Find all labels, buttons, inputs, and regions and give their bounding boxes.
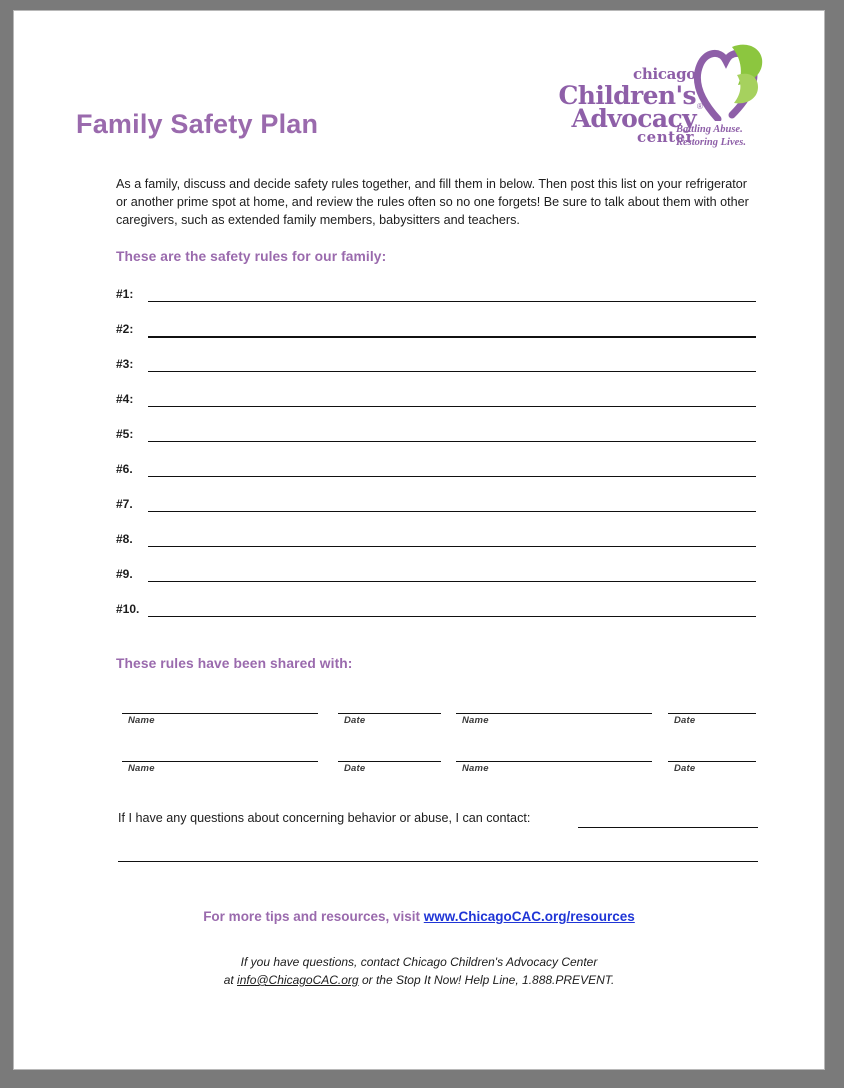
contact-prompt: If I have any questions about concerning behavior or abuse, I can contact: — [118, 811, 531, 825]
shared-date-label: Date — [344, 715, 366, 726]
rule-input-line[interactable] — [148, 581, 756, 582]
rule-number: #2: — [116, 322, 134, 336]
shared-name-field[interactable] — [456, 747, 652, 762]
document-body — [14, 11, 824, 1069]
rule-number: #9. — [116, 567, 133, 581]
shared-date-label: Date — [674, 715, 696, 726]
fineprint-suffix: or the Stop It Now! Help Line, 1.888.PREVENT. — [358, 973, 615, 987]
butterfly-heart-icon — [688, 41, 764, 121]
rule-number: #6. — [116, 462, 133, 476]
rule-number: #5: — [116, 427, 134, 441]
rules-list — [116, 281, 756, 631]
contact-section — [118, 811, 758, 825]
logo-registered-mark: ® — [697, 102, 703, 111]
shared-row — [122, 699, 756, 747]
rule-input-line[interactable] — [148, 336, 756, 338]
rule-number: #1: — [116, 287, 134, 301]
logo-line-center: center — [637, 128, 694, 146]
shared-heading: These rules have been shared with: — [116, 656, 353, 671]
shared-date-field[interactable] — [668, 699, 756, 714]
rule-input-line[interactable] — [148, 441, 756, 442]
shared-name-field[interactable] — [456, 699, 652, 714]
contact-input-line[interactable] — [578, 827, 758, 828]
logo-line-chicago: chicago — [633, 65, 696, 83]
rule-row — [116, 351, 756, 386]
more-tips-prefix: For more tips and resources, visit — [203, 909, 424, 924]
rule-row — [116, 456, 756, 491]
contact-input-line-second[interactable] — [118, 861, 758, 862]
organization-logo — [556, 41, 766, 151]
fineprint-line-2 — [14, 971, 824, 989]
shared-row — [122, 747, 756, 795]
rule-input-line[interactable] — [148, 616, 756, 617]
rule-row — [116, 281, 756, 316]
rule-number: #8. — [116, 532, 133, 546]
rule-number: #4: — [116, 392, 134, 406]
fineprint-line-1: If you have questions, contact Chicago Children's Advocacy Center — [240, 955, 598, 969]
fineprint — [14, 953, 824, 989]
rule-row — [116, 316, 756, 351]
shared-date-field[interactable] — [338, 747, 441, 762]
shared-date-field[interactable] — [668, 747, 756, 762]
rule-row — [116, 491, 756, 526]
rule-number: #10. — [116, 602, 140, 616]
shared-name-label: Name — [462, 715, 489, 726]
rule-input-line[interactable] — [148, 371, 756, 372]
shared-date-label: Date — [674, 763, 696, 774]
rule-input-line[interactable] — [148, 476, 756, 477]
shared-name-label: Name — [462, 763, 489, 774]
resources-link[interactable]: www.ChicagoCAC.org/resources — [423, 909, 635, 924]
shared-name-label: Name — [128, 715, 155, 726]
logo-line-childrens: Children's — [558, 81, 696, 110]
rules-heading: These are the safety rules for our family: — [116, 249, 387, 264]
logo-wordmark — [556, 67, 696, 145]
rule-row — [116, 526, 756, 561]
rule-number: #3: — [116, 357, 134, 371]
rule-row — [116, 386, 756, 421]
rule-input-line[interactable] — [148, 301, 756, 302]
document-page — [13, 10, 825, 1070]
logo-line-advocacy: Advocacy — [571, 104, 696, 133]
email-link[interactable]: info@ChicagoCAC.org — [237, 973, 359, 987]
shared-name-field[interactable] — [122, 699, 318, 714]
page-title: Family Safety Plan — [76, 109, 319, 139]
shared-date-field[interactable] — [338, 699, 441, 714]
shared-name-field[interactable] — [122, 747, 318, 762]
rule-input-line[interactable] — [148, 406, 756, 407]
rule-row — [116, 561, 756, 596]
logo-tagline: Battling Abuse. Restoring Lives. — [676, 124, 746, 149]
shared-name-label: Name — [128, 763, 155, 774]
fineprint-prefix: at — [223, 973, 238, 987]
rule-number: #7. — [116, 497, 133, 511]
shared-date-label: Date — [344, 763, 366, 774]
intro-paragraph: As a family, discuss and decide safety rules together, and fill them in below. Then post this list on your refrigerator or another prime spot at home, and review the rules often so no one forgets! Be sure to talk about them with other caregivers, such as extended family members, babysitters and teachers. — [116, 177, 749, 227]
more-tips-line — [14, 909, 824, 924]
rule-row — [116, 596, 756, 631]
shared-with-grid — [122, 699, 756, 795]
rule-row — [116, 421, 756, 456]
rule-input-line[interactable] — [148, 546, 756, 547]
rule-input-line[interactable] — [148, 511, 756, 512]
